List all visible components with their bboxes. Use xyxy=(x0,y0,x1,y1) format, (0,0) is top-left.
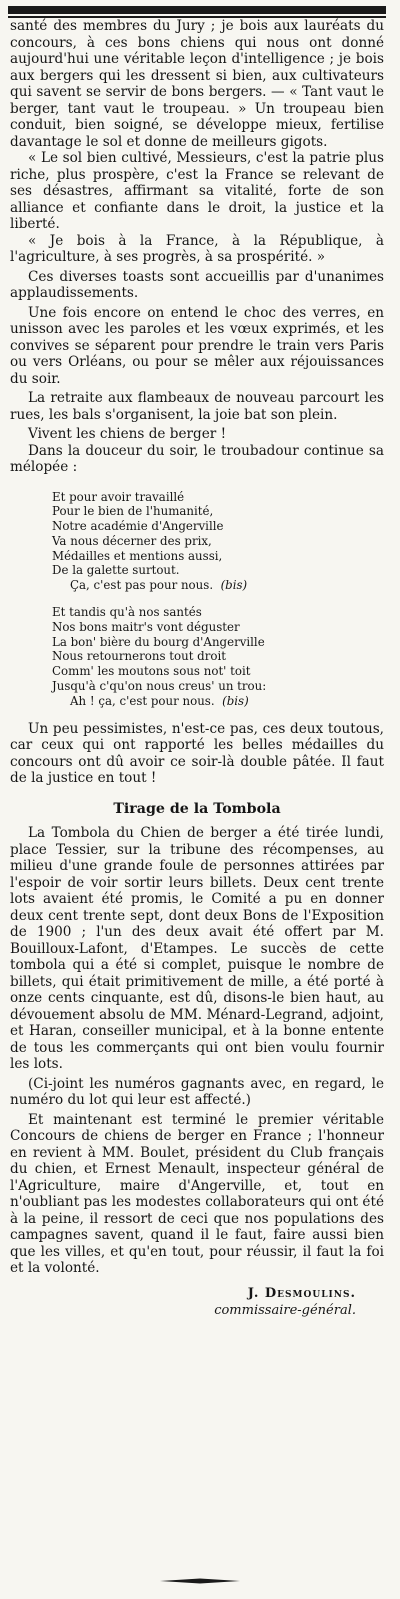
poem-line: Pour le bien de l'humanité, xyxy=(52,504,214,519)
paragraph: Un peu pessimistes, n'est-ce pas, ces deux toutous, car ceux qui ont rapporté les belles médailles du concours ont dû avoir ce soir-là double pâtée. Il faut de la justice en tout ! xyxy=(10,720,384,787)
poem-stanza xyxy=(52,605,384,709)
bis-marker: (bis) xyxy=(220,578,248,593)
paragraph: Vivent les chiens de berger ! xyxy=(28,426,227,442)
paragraph: La Tombola du Chien de berger a été tirée lundi, place Tessier, sur la tribune des récompenses, au milieu d'une grande foule de personnes attirées par l'espoir de voir sortir leurs billets. Deux cent trente lots avaient été promis, le Comité a pu en donner deux cent trente sept, dont deux Bons de l'Exposition de 1900 ; l'un des deux avait été offert par M. Bouilloux-Lafont, d'Etampes. Le succès de cette tombola qui a été si complet, puisque le nombre de billets, qui était primitivement de mille, a été porté à onze cents cinquante, est dû, disons-le bien haut, au dévouement absolu de MM. Ménard-Legrand, adjoint, et Haran, conseiller municipal, et à la bonne entente de tous les commerçants qui ont bien voulu fournir les lots. xyxy=(10,825,384,1073)
signature-name: J. Desmoulins. xyxy=(247,1285,356,1301)
paragraph: Ces diverses toasts sont accueillis par d'unanimes applaudissements. xyxy=(10,268,384,301)
article-column xyxy=(10,18,384,1319)
poem-line: Et tandis qu'à nos santés xyxy=(52,605,202,620)
paragraph: « Je bois à la France, à la République, à l'agriculture, à ses progrès, à sa prospérité. » xyxy=(10,232,384,265)
top-rule xyxy=(8,6,386,16)
section-heading: Tirage de la Tombola xyxy=(113,800,281,817)
paragraph: Une fois encore on entend le choc des verres, en unisson avec les paroles et les vœux exprimés, et les convives se séparent pour prendre le train vers Paris ou vers Orléans, ou pour se mêler aux réjouissances du soir. xyxy=(10,304,384,387)
poem-refrain xyxy=(52,694,384,709)
poem-line: Va nous décerner des prix, xyxy=(52,533,212,548)
poem-line: Et pour avoir travaillé xyxy=(52,489,185,504)
bis-marker: (bis) xyxy=(222,693,249,708)
signature xyxy=(10,1285,384,1319)
poem-stanza xyxy=(52,490,384,594)
poem xyxy=(52,490,384,709)
paragraph: Dans la douceur du soir, le troubadour continue sa mélopée : xyxy=(10,442,384,475)
poem-line: Comm' les moutons sous not' toit xyxy=(52,664,251,679)
poem-line: Ah ! ça, c'est pour nous. xyxy=(70,693,215,708)
paragraph: santé des membres du Jury ; je bois aux lauréats du concours, à ces bons chiens qui nous ont donné aujourd'hui une véritable leçon d'intelligence ; je bois aux bergers qui les dressent si bien, aux cultivateurs qui savent se servir de bons bergers. — « Tant vaut le berger, tant vaut le troupeau. » Un troupeau bien conduit, bien soigné, se développe mieux, fertilise davantage le sol et donne de meilleurs gigots. xyxy=(10,18,384,150)
paragraph: « Le sol bien cultivé, Messieurs, c'est la patrie plus riche, plus prospère, c'est la France se relevant de ses désastres, affirmant sa vitalité, forte de son alliance et confiante dans le droit, la justice et la liberté. xyxy=(10,150,384,232)
poem-line: Notre académie d'Angerville xyxy=(52,519,224,534)
poem-line: Nous retournerons tout droit xyxy=(52,649,226,664)
poem-line: Jusqu'à c'qu'on nous creus' un trou: xyxy=(52,679,267,694)
poem-line: La bon' bière du bourg d'Angerville xyxy=(52,634,265,649)
poem-line: De la galette surtout. xyxy=(52,563,180,578)
poem-line: Médailles et mentions aussi, xyxy=(52,548,223,563)
paragraph: La retraite aux flambeaux de nouveau parcourt les rues, les bals s'organisent, la joie bat son plein. xyxy=(10,390,384,423)
paragraph: (Ci-joint les numéros gagnants avec, en regard, le numéro du lot qui leur est affecté.) xyxy=(10,1075,384,1109)
ornament-divider xyxy=(160,1578,240,1584)
paragraph: Et maintenant est terminé le premier véritable Concours de chiens de berger en France ; l'honneur en revient à MM. Boulet, président du Club français du chien, et Ernest Menault, inspecteur général de l'Agriculture, maire d'Angerville, et, tout en n'oubliant pas les modestes collaborateurs qui ont été à la peine, il ressort de ceci que nos populations des campagnes savent, quand il le faut, faire aussi bien que les villes, et qu'en tout, pour réussir, il faut la foi et la volonté. xyxy=(10,1111,384,1277)
poem-line: Nos bons maitr's vont déguster xyxy=(52,619,240,634)
poem-line: Ça, c'est pas pour nous. xyxy=(70,578,214,593)
signature-role: commissaire-général. xyxy=(214,1302,356,1318)
poem-refrain xyxy=(52,578,384,593)
